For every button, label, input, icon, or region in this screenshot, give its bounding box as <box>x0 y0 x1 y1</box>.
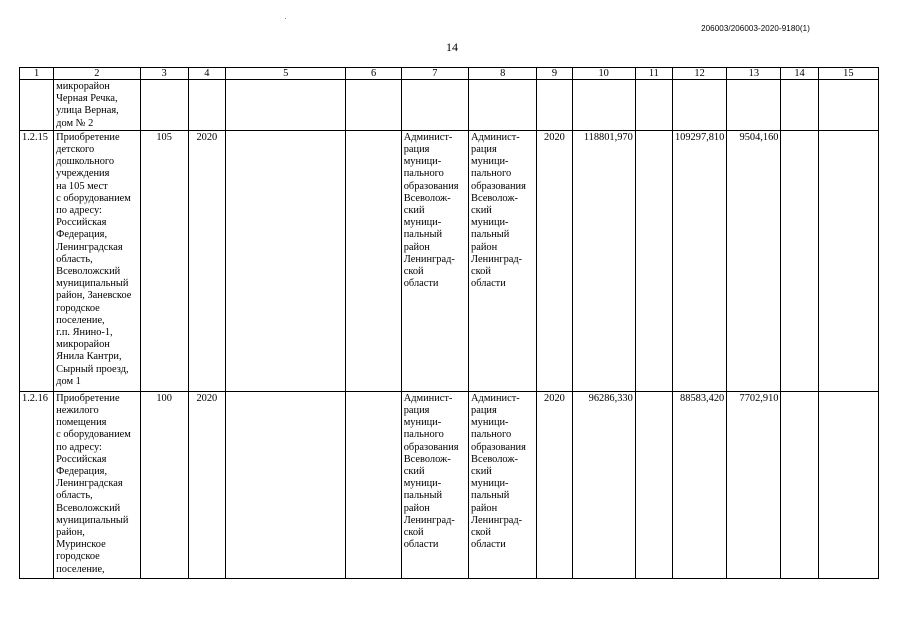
cell-col14 <box>781 130 818 391</box>
cell-col11 <box>635 130 672 391</box>
cell-col6 <box>346 130 401 391</box>
cell-year: 2020 <box>188 391 225 578</box>
column-number: 7 <box>401 68 468 80</box>
column-number: 12 <box>672 68 726 80</box>
column-number: 15 <box>818 68 878 80</box>
cell-col6 <box>346 80 401 131</box>
column-number: 9 <box>537 68 572 80</box>
table-row-continuation <box>20 80 879 131</box>
cell-local-amount: 7702,910 <box>727 391 781 578</box>
table-row <box>20 391 879 578</box>
column-number: 11 <box>635 68 672 80</box>
column-number: 3 <box>140 68 188 80</box>
cell-finance-year: 2020 <box>537 391 572 578</box>
data-table <box>19 67 879 579</box>
column-number: 8 <box>469 68 537 80</box>
column-number-row <box>20 68 879 80</box>
cell-col11 <box>635 391 672 578</box>
cell-col6 <box>346 391 401 578</box>
cell-total-amount: 96286,330 <box>572 391 635 578</box>
cell-regional-amount <box>672 80 726 131</box>
cell-description: Приобретение детского дошкольного учреждения на 105 мест с оборудованием по адресу: Российская Федерация, Ленинградская область, Всеволожский муниципальный район, Заневское городское поселение, г.п. Янино-1, микрорайон Янила Кантри, Сырный проезд, дом 1 <box>54 130 140 391</box>
cell-col15 <box>818 80 878 131</box>
column-number: 14 <box>781 68 818 80</box>
cell-finance-year <box>537 80 572 131</box>
cell-col15 <box>818 130 878 391</box>
cell-col5 <box>225 80 346 131</box>
column-number: 4 <box>188 68 225 80</box>
column-number: 10 <box>572 68 635 80</box>
cell-regional-amount: 88583,420 <box>672 391 726 578</box>
cell-developer <box>469 80 537 131</box>
cell-customer <box>401 80 468 131</box>
cell-col14 <box>781 391 818 578</box>
cell-col5 <box>225 391 346 578</box>
cell-capacity: 100 <box>140 391 188 578</box>
cell-col15 <box>818 391 878 578</box>
cell-item-number: 1.2.16 <box>20 391 54 578</box>
column-number: 6 <box>346 68 401 80</box>
cell-item-number: 1.2.15 <box>20 130 54 391</box>
column-number: 13 <box>727 68 781 80</box>
cell-col11 <box>635 80 672 131</box>
document-id: 206003/206003-2020-9180(1) <box>701 24 810 33</box>
cell-regional-amount: 109297,810 <box>672 130 726 391</box>
cell-customer: Админист- рация муници- пального образования Всеволож- ский муници- пальный район Ленинград- ской области <box>401 130 468 391</box>
cell-developer: Админист- рация муници- пального образования Всеволож- ский муници- пальный район Ленинград- ской области <box>469 130 537 391</box>
cell-description: микрорайон Черная Речка, улица Верная, дом № 2 <box>54 80 140 131</box>
column-number: 2 <box>54 68 140 80</box>
column-number: 1 <box>20 68 54 80</box>
cell-local-amount <box>727 80 781 131</box>
cell-total-amount <box>572 80 635 131</box>
scan-speck <box>285 18 286 19</box>
cell-col5 <box>225 130 346 391</box>
cell-capacity <box>140 80 188 131</box>
cell-item-number <box>20 80 54 131</box>
cell-local-amount: 9504,160 <box>727 130 781 391</box>
table-row <box>20 130 879 391</box>
cell-capacity: 105 <box>140 130 188 391</box>
column-number: 5 <box>225 68 346 80</box>
cell-customer: Админист- рация муници- пального образования Всеволож- ский муници- пальный район Ленинград- ской области <box>401 391 468 578</box>
cell-col14 <box>781 80 818 131</box>
cell-finance-year: 2020 <box>537 130 572 391</box>
cell-developer: Админист- рация муници- пального образования Всеволож- ский муници- пальный район Ленинград- ской области <box>469 391 537 578</box>
cell-total-amount: 118801,970 <box>572 130 635 391</box>
cell-description: Приобретение нежилого помещения с оборудованием по адресу: Российская Федерация, Ленинградская область, Всеволожский муниципальный район, Муринское городское поселение, <box>54 391 140 578</box>
cell-year: 2020 <box>188 130 225 391</box>
cell-year <box>188 80 225 131</box>
page-number: 14 <box>446 40 458 54</box>
